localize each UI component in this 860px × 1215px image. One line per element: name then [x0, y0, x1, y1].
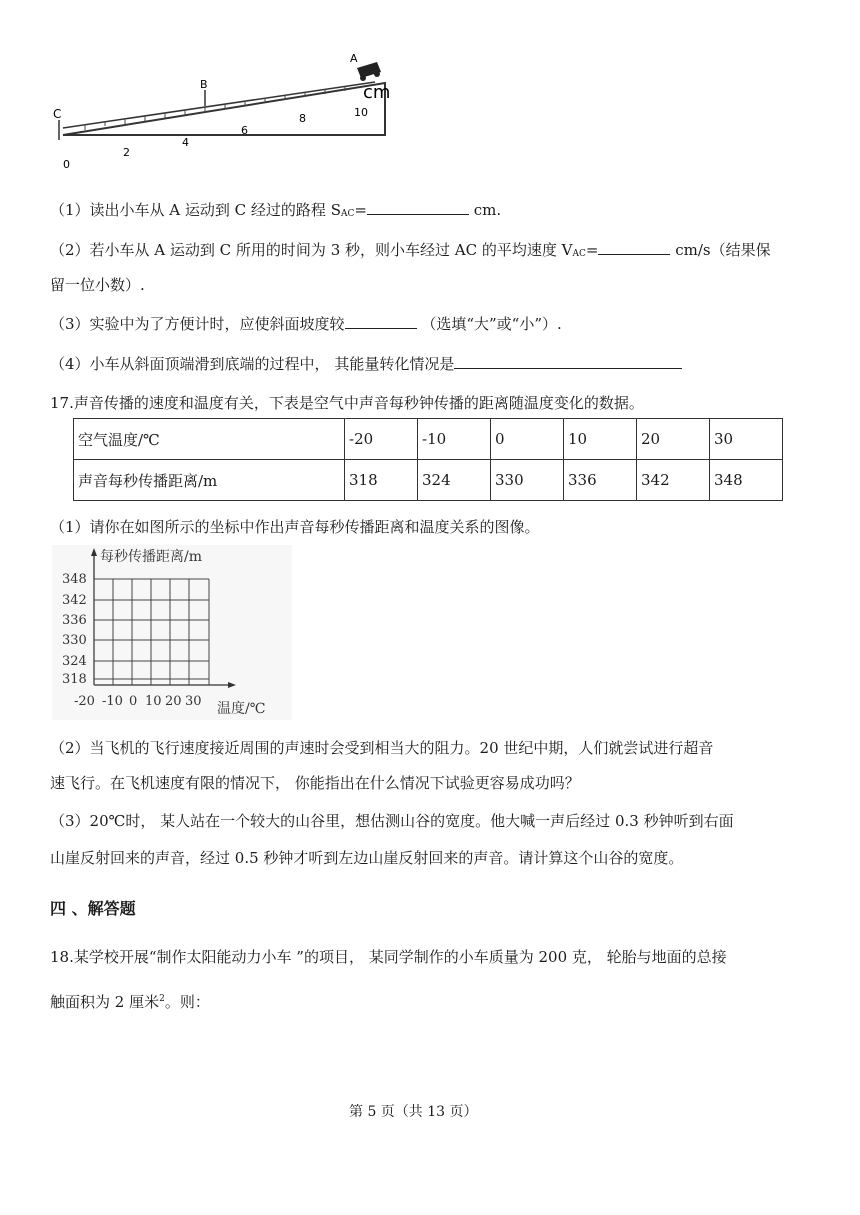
q18-line2-end: 。则：	[164, 993, 210, 1011]
q16-p4-blank[interactable]	[454, 353, 682, 369]
scale-label-6: 6	[241, 124, 248, 137]
graph-xlabel: 温度/℃	[217, 701, 266, 717]
table-cell: 20	[637, 419, 710, 460]
q16-p2-text: （2）若小车从 A 运动到 C 所用的时间为 3 秒，则小车经过 AC 的平均速度 V	[50, 241, 573, 259]
q17-part2-line2: 速飞行。在飞机速度有限的情况下， 你能指出在什么情况下试验更容易成功吗？	[50, 774, 580, 792]
x-tick-label: 0	[129, 694, 138, 709]
q16-p1-unit: cm.	[468, 201, 502, 219]
table-cell: 330	[491, 460, 564, 501]
q16-p1-blank[interactable]	[367, 199, 469, 215]
point-c-label: C	[53, 107, 62, 121]
table-cell: -20	[345, 419, 418, 460]
empty-grid-figure	[52, 545, 292, 720]
scale-label-2: 2	[123, 146, 130, 159]
q16-p2-blank[interactable]	[598, 239, 670, 255]
q18-superscript: 2	[159, 994, 165, 1004]
ramp-body	[63, 83, 385, 135]
q17-part2-line1: （2）当飞机的飞行速度接近周围的声速时会受到相当大的阻力。20 世纪中期，人们就尝试进行超音	[50, 739, 714, 757]
table-row	[74, 460, 783, 501]
ramp-figure	[45, 48, 395, 173]
y-tick-label: 348	[62, 572, 87, 587]
q16-p1-eq: =	[354, 201, 367, 219]
graph-ylabel: 每秒传播距离/m	[100, 549, 202, 565]
q18-line1: 18.某学校开展“制作太阳能动力小车 ”的项目， 某同学制作的小车质量为 200 克， 轮胎与地面的总接	[50, 948, 727, 966]
q17-part3-line1: （3）20℃时， 某人站在一个较大的山谷里，想估测山谷的宽度。他大喊一声后经过 0.3 秒钟听到右面	[50, 812, 734, 830]
y-tick-label: 336	[62, 613, 87, 628]
x-tick-label: -10	[102, 694, 123, 709]
table-cell: -10	[418, 419, 491, 460]
table-row	[74, 419, 783, 460]
q16-p1-sub: AC	[340, 209, 355, 219]
q16-p3-text: （3）实验中为了方便计时，应使斜面坡度较	[50, 315, 345, 333]
table-cell: 324	[418, 460, 491, 501]
q16-p4-text: （4）小车从斜面顶端滑到底端的过程中， 其能量转化情况是	[50, 355, 455, 373]
q16-part2-cont: 留一位小数）.	[50, 276, 145, 294]
y-tick-label: 330	[62, 633, 87, 648]
y-tick-label: 318	[62, 672, 87, 687]
scale-label-0: 0	[63, 158, 70, 171]
q16-part1	[50, 199, 501, 220]
q16-p1-text: （1）读出小车从 A 运动到 C 经过的路程 S	[50, 201, 341, 219]
table-header-cell: 声音每秒传播距离/m	[74, 460, 345, 501]
q18-line2-text: 触面积为 2 厘米	[50, 993, 160, 1011]
q16-p3-blank[interactable]	[345, 313, 417, 329]
page-footer: 第 5 页（共 13 页）	[349, 1104, 478, 1120]
scale-label-4: 4	[182, 136, 189, 149]
x-tick-label: 30	[185, 694, 202, 709]
table-cell: 10	[564, 419, 637, 460]
scale-label-10: 10	[354, 106, 368, 119]
point-a-label: A	[350, 52, 358, 65]
q17-stem: 17.声音传播的速度和温度有关，下表是空气中声音每秒钟传播的距离随温度变化的数据。	[50, 394, 644, 412]
q16-p2-unit: cm/s（结果保	[670, 241, 771, 259]
table-cell: 348	[710, 460, 783, 501]
q16-p2-sub: AC	[572, 249, 586, 259]
unit-label: cm	[363, 82, 391, 103]
table-cell: 318	[345, 460, 418, 501]
q16-part2	[50, 239, 771, 260]
sound-speed-table	[73, 418, 783, 501]
table-header-cell: 空气温度/℃	[74, 419, 345, 460]
q18-line2	[50, 991, 210, 1012]
table-cell: 30	[710, 419, 783, 460]
section-heading: 四 、解答题	[50, 899, 136, 918]
table-cell: 342	[637, 460, 710, 501]
q16-p2-eq: =	[585, 241, 599, 259]
q17-part1: （1）请你在如图所示的坐标中作出声音每秒传播距离和温度关系的图像。	[50, 518, 540, 536]
ruler-edge	[63, 82, 375, 128]
q17-part3-line2: 山崖反射回来的声音，经过 0.5 秒钟才听到左边山崖反射回来的声音。请计算这个山谷的宽度。	[50, 849, 684, 867]
x-tick-label: -20	[74, 694, 95, 709]
q16-part4	[50, 353, 682, 374]
scale-label-8: 8	[299, 112, 306, 125]
cart-icon	[357, 62, 381, 81]
table-cell: 0	[491, 419, 564, 460]
x-tick-label: 20	[165, 694, 182, 709]
y-tick-label: 342	[62, 593, 87, 608]
q16-p3-hint: （选填“大”或“小”）.	[416, 315, 562, 333]
table-cell: 336	[564, 460, 637, 501]
point-b-label: B	[200, 78, 208, 91]
x-tick-label: 10	[145, 694, 162, 709]
q16-part3	[50, 313, 562, 334]
y-tick-label: 324	[62, 654, 87, 669]
